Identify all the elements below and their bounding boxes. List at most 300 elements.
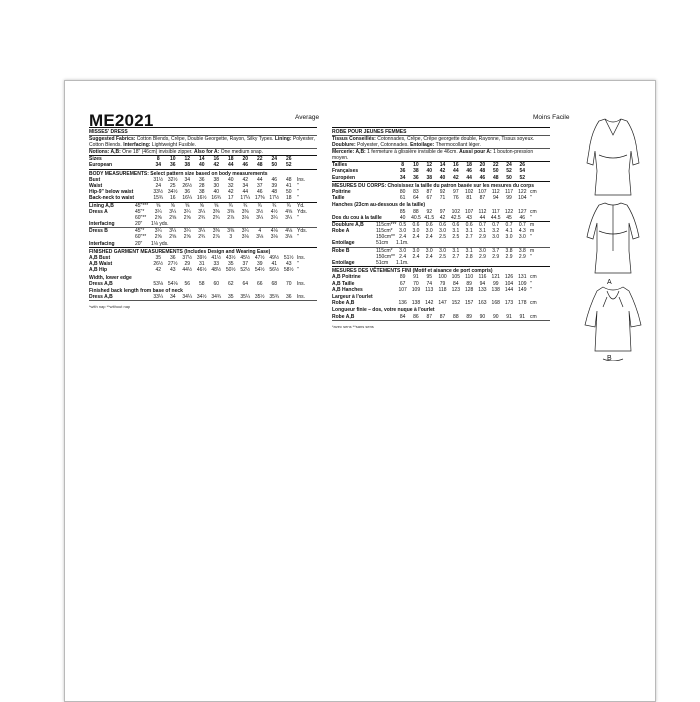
section-title: ROBE POUR JEUNES FEMMES — [332, 129, 407, 135]
row-value: 33 — [213, 261, 220, 268]
row-value: 43 — [285, 261, 292, 268]
sizes-row-value: 18 — [227, 156, 234, 163]
row-unit: " — [529, 214, 532, 221]
fabrics-text — [89, 136, 317, 148]
back-length-label: Finished back length from base of neck — [89, 288, 183, 294]
row-value: 34 — [242, 182, 249, 189]
row-value: 46 — [271, 176, 278, 183]
sizes-row-value: 12 — [426, 162, 433, 169]
row-value: 50½ — [225, 267, 236, 274]
row-value: 3.0 — [412, 247, 420, 254]
row-value: 67 — [426, 195, 433, 202]
european-sizes-row-value: 48 — [492, 174, 499, 181]
row-value: 0.6 — [425, 221, 433, 228]
row-label: Entoilage — [332, 240, 355, 247]
row-value: 68 — [271, 280, 278, 287]
row-value: 1.1m. — [396, 260, 409, 267]
row-sublabel: 51cm — [376, 240, 389, 247]
row-value: 0.7 — [492, 221, 500, 228]
notions-text-label: Also for A: — [193, 149, 220, 156]
row-value: 3¼ — [169, 208, 177, 215]
table-row — [89, 294, 317, 300]
row-value: 109 — [518, 280, 527, 287]
row-sublabel: 115cm* — [376, 228, 393, 235]
sizes-row-value: 26 — [285, 156, 292, 163]
row-value: 4.1 — [505, 228, 513, 235]
row-value: 126 — [504, 274, 514, 281]
fabrics-text-text: Cotonnades, Crêpe, Crêpe georgette double, Rayonne, Tissus soyeux. — [375, 136, 535, 143]
row-label: A,B Bust — [89, 255, 111, 262]
sizes-row-value: 18 — [466, 162, 472, 169]
row-value: 4⅛ — [270, 228, 278, 235]
row-value: 2.9 — [505, 253, 513, 260]
sizes-row-value: 22 — [492, 162, 499, 169]
row-value: 3.0 — [439, 228, 447, 235]
row-value: 127 — [518, 208, 527, 215]
row-value: 54½ — [254, 267, 265, 274]
row-value: 81 — [466, 195, 472, 202]
row-value: 56½ — [269, 267, 280, 274]
row-value: 33½ — [153, 189, 164, 196]
row-value: 44 — [256, 176, 263, 183]
row-label: Robe B — [332, 247, 350, 254]
row-unit: cm — [529, 188, 537, 195]
row-value: 61 — [399, 195, 406, 202]
row-value: 2.4 — [425, 253, 433, 260]
notions-text-text: One medium snap. — [219, 149, 263, 156]
dress-sketches-illustration — [577, 111, 647, 361]
fabrics-text-text: Thermocollant léger. — [434, 142, 481, 149]
row-sublabel — [376, 195, 396, 201]
row-value: 70 — [285, 280, 292, 287]
notions-text-label: Mercerie: A,B: — [332, 149, 366, 156]
row-value: 70 — [413, 280, 419, 287]
row-value: ¾ — [243, 202, 248, 209]
row-value: 46 — [519, 214, 526, 221]
row-value: 41½ — [211, 255, 222, 262]
row-value: 102 — [451, 208, 460, 215]
row-value: 3¼ — [285, 214, 293, 221]
row-value: 99 — [492, 280, 499, 287]
row-value: 2⅝ — [183, 214, 191, 221]
row-sublabel — [135, 195, 151, 201]
row-value: 36 — [169, 255, 176, 262]
row-value: 46½ — [196, 267, 207, 274]
row-value: 44½ — [182, 267, 193, 274]
row-value: 107 — [464, 208, 474, 215]
row-value: 149 — [518, 286, 527, 293]
row-value: 152 — [451, 300, 460, 307]
row-label: Interfacing — [89, 221, 115, 228]
row-value: 34 — [169, 294, 176, 301]
row-value: ⅝ — [214, 202, 219, 209]
row-value: 48 — [271, 189, 278, 196]
row-value: 39 — [271, 182, 278, 189]
row-value: 116 — [478, 274, 487, 281]
row-value: 42.5 — [450, 214, 461, 221]
row-label: Back-neck to waist — [89, 195, 135, 202]
row-unit: Yd. — [297, 202, 305, 209]
row-sublabel — [376, 300, 396, 306]
fabrics-text-text: Polyester, Cotonnades. — [355, 142, 411, 149]
row-value: 3⅜ — [212, 228, 220, 235]
french-sizes-row-value: 50 — [492, 168, 499, 175]
row-value: 2.7 — [452, 253, 460, 260]
row-unit: cm — [529, 208, 537, 215]
table-row — [89, 267, 317, 273]
row-value: 178 — [518, 300, 527, 307]
row-value: 2.5 — [439, 234, 447, 241]
row-unit: " — [529, 286, 532, 293]
row-value: 16¾ — [211, 195, 222, 202]
row-value: 40 — [213, 189, 220, 196]
row-value: 0.5 — [399, 221, 407, 228]
row-sublabel — [376, 314, 396, 320]
french-column — [332, 127, 550, 330]
row-value: 121 — [491, 274, 500, 281]
european-sizes-row-label: European — [89, 162, 113, 169]
row-value: 138 — [411, 300, 421, 307]
row-value: 42 — [242, 176, 249, 183]
footnote: *avec sens **sans sens — [332, 323, 374, 329]
row-value: 117 — [505, 188, 514, 195]
row-value: 144 — [504, 286, 514, 293]
french-sizes-row-value: 54 — [519, 168, 526, 175]
row-value: 36 — [198, 176, 205, 183]
fabrics-text-label: Tissus Conseillés: — [332, 136, 376, 143]
row-value: 4 — [258, 228, 262, 235]
row-value: 90 — [479, 313, 486, 320]
body-measurements-heading: BODY MEASUREMENTS: Select pattern size based on body measurements — [89, 170, 268, 177]
row-value: 3 — [229, 234, 233, 241]
back-length-label: Longueur finie – dos, votre nuque à l'ourlet — [332, 307, 435, 314]
row-value: 102 — [464, 188, 474, 195]
european-sizes-row-value: 44 — [227, 162, 234, 169]
row-value: 39½ — [196, 255, 207, 262]
hip-label: Hanches (23cm au-dessous de la taille) — [332, 202, 426, 209]
row-sublabel: 45"* — [135, 208, 145, 215]
fabrics-text-text: Lightweight Fusible. — [150, 142, 197, 149]
row-value: 3.7 — [492, 247, 500, 254]
row-value: 17¼ — [240, 195, 251, 202]
row-value: 35 — [227, 294, 234, 301]
row-value: 84 — [399, 313, 406, 320]
row-value: 3½ — [256, 208, 264, 215]
row-value: 40 — [399, 214, 406, 221]
row-value: 43 — [169, 267, 176, 274]
european-sizes-row-value: 42 — [453, 174, 459, 181]
row-value: 110 — [465, 274, 474, 281]
row-label: Dos du cou à la taille — [332, 214, 382, 221]
row-value: 3.0 — [505, 234, 513, 241]
row-value: 94 — [492, 195, 499, 202]
row-value: 2.9 — [492, 253, 500, 260]
row-value: 0.6 — [412, 221, 420, 228]
row-value: 84 — [453, 280, 459, 287]
row-value: 2⅝ — [154, 214, 162, 221]
row-value: 34½ — [196, 294, 207, 301]
row-unit: m — [529, 221, 535, 228]
row-value: 35½ — [254, 294, 265, 301]
row-value: 1⅛ yds. — [151, 240, 169, 247]
row-value: 3⅜ — [227, 228, 235, 235]
footnote: *with nap **without nap — [89, 304, 131, 310]
row-value: 163 — [478, 300, 487, 307]
row-label: Dress A — [89, 208, 108, 215]
divider — [89, 247, 317, 248]
row-label: Lining A,B — [89, 202, 114, 209]
divider — [89, 300, 317, 301]
row-label: A,B Poitrine — [332, 274, 361, 281]
table-row — [332, 287, 550, 293]
sizes-row-label: Sizes — [89, 156, 102, 163]
european-sizes-row-label: Européen — [332, 174, 356, 181]
row-value: 41 — [271, 261, 278, 268]
row-value: 3⅛ — [241, 214, 249, 221]
row-value: 0.7 — [478, 221, 486, 228]
width-label: Largeur à l'ourlet — [332, 294, 373, 300]
row-unit: cm — [529, 313, 537, 320]
table-row — [89, 281, 317, 287]
row-unit: m — [529, 228, 535, 235]
european-sizes-row-value: 44 — [466, 174, 472, 181]
row-value: 3¼ — [270, 214, 278, 221]
european-sizes-row-value: 34 — [155, 162, 162, 169]
row-value: 39 — [256, 261, 263, 268]
european-sizes-row-value: 46 — [479, 174, 486, 181]
row-value: 66 — [256, 280, 263, 287]
body-measurements-heading: MESURES DU CORPS: Choisissez la taille du patron basée sur les mesures du corps — [332, 182, 535, 189]
row-value: 2¾ — [198, 214, 206, 221]
row-value: 34¾ — [211, 294, 222, 301]
row-value: 113 — [425, 286, 434, 293]
table-row — [89, 195, 317, 201]
notions-text-label: Aussi pour A: — [459, 149, 492, 156]
view-b-label: B — [607, 355, 612, 362]
row-value: 136 — [398, 300, 407, 307]
row-value: 17⅜ — [254, 195, 265, 202]
width-label: Width, lower edge — [89, 274, 132, 281]
row-value: 2.8 — [465, 253, 473, 260]
row-label: Dress B — [89, 228, 108, 235]
row-value: 37 — [242, 261, 249, 268]
row-unit: " — [529, 195, 532, 202]
row-value: 128 — [464, 286, 474, 293]
row-value: 38 — [198, 189, 205, 196]
row-unit: " — [297, 182, 299, 189]
row-value: 34½ — [167, 189, 178, 196]
row-value: 3⅜ — [241, 208, 249, 215]
row-value: 45½ — [240, 255, 251, 262]
french-sizes-row-value: 36 — [399, 168, 406, 175]
row-value: 122 — [518, 188, 527, 195]
row-value: 122 — [504, 208, 514, 215]
row-value: 92 — [439, 188, 446, 195]
row-value: 3⅜ — [227, 208, 235, 215]
row-value: 28 — [198, 182, 205, 189]
european-sizes-row-value: 36 — [413, 174, 419, 181]
row-value: 2.9 — [478, 234, 486, 241]
row-value: 47½ — [254, 255, 265, 262]
row-value: ⅝ — [170, 202, 175, 209]
row-value: 48½ — [211, 267, 222, 274]
row-value: 4.3 — [518, 228, 526, 235]
row-value: 3.0 — [399, 228, 407, 235]
row-label: Taille — [332, 195, 345, 202]
row-sublabel: 20" — [135, 240, 143, 247]
row-value: 3.0 — [425, 247, 433, 254]
fabrics-text-label: Interfacing: — [123, 142, 151, 149]
row-value: 157 — [464, 300, 474, 307]
notions-text — [332, 149, 550, 161]
row-unit: " — [529, 280, 532, 287]
row-value: 53⅛ — [153, 280, 164, 287]
european-sizes-row-value: 40 — [198, 162, 205, 169]
row-value: 118 — [438, 286, 447, 293]
row-sublabel — [376, 287, 396, 293]
european-sizes-row-value: 38 — [184, 162, 191, 169]
row-value: 147 — [438, 300, 447, 307]
row-value: 142 — [425, 300, 434, 307]
row-unit: " — [297, 234, 299, 241]
row-value: 87 — [439, 313, 446, 320]
row-value: 34 — [184, 176, 191, 183]
row-value: 31½ — [153, 176, 164, 183]
row-value: 2.4 — [412, 253, 420, 260]
row-value: 85 — [399, 208, 406, 215]
european-sizes-row-value: 52 — [285, 162, 292, 169]
row-value: 1.1m. — [396, 240, 409, 247]
row-value: 26½ — [182, 182, 193, 189]
row-value: 3⅛ — [285, 234, 293, 241]
row-value: 3¼ — [256, 214, 264, 221]
row-value: 41 — [285, 182, 292, 189]
row-value: 30 — [213, 182, 220, 189]
notions-text-text: 1 fermeture à glissière invisible de 46cm. — [365, 149, 460, 156]
row-value: 123 — [451, 286, 460, 293]
row-value: 31 — [198, 261, 205, 268]
row-value: 3.0 — [412, 228, 420, 235]
row-value: 60 — [213, 280, 220, 287]
row-value: 117 — [491, 208, 500, 215]
divider — [332, 320, 550, 321]
row-value: 44.5 — [490, 214, 501, 221]
row-value: 36 — [285, 294, 292, 301]
row-unit: " — [297, 195, 299, 202]
row-label: A,B Hip — [89, 267, 108, 274]
technical-drawings — [577, 111, 647, 361]
difficulty-english: Average — [295, 114, 320, 121]
row-value: 87 — [426, 313, 433, 320]
row-value: 2.5 — [439, 253, 447, 260]
row-value: 3.2 — [492, 228, 500, 235]
french-sizes-row-label: Françaises — [332, 168, 359, 175]
european-sizes-row — [332, 175, 550, 181]
row-value: 56 — [184, 280, 191, 287]
row-value: 51½ — [283, 255, 294, 262]
row-label: Interfacing — [89, 240, 115, 247]
row-value: 3.0 — [439, 247, 447, 254]
row-value: 112 — [491, 188, 500, 195]
row-value: 105 — [451, 274, 460, 281]
row-value: 2⅝ — [183, 234, 191, 241]
row-value: 3.0 — [425, 228, 433, 235]
row-unit: " — [529, 234, 532, 241]
row-value: 3¼ — [183, 208, 191, 215]
difficulty-french: Moins Facile — [533, 114, 570, 121]
row-value: 24 — [155, 182, 162, 189]
row-value: 2.7 — [465, 234, 473, 241]
row-value: 104 — [518, 195, 527, 202]
row-label: Hip-9" below waist — [89, 189, 134, 196]
row-value: ¾ — [286, 202, 291, 209]
row-value: 3.1 — [478, 228, 486, 235]
european-sizes-row-value: 46 — [242, 162, 249, 169]
row-unit: Yds. — [297, 228, 308, 235]
row-sublabel: 115cm*** — [376, 221, 397, 228]
row-value: 2¾ — [212, 214, 220, 221]
row-value: 37 — [256, 182, 263, 189]
row-unit: Ins. — [297, 280, 306, 287]
row-value: 42 — [155, 267, 162, 274]
row-value: 3.1 — [452, 228, 460, 235]
european-sizes-row-value: 52 — [519, 174, 526, 181]
row-value: 133 — [478, 286, 487, 293]
row-value: 49½ — [269, 255, 280, 262]
sizes-row-value: 20 — [479, 162, 486, 169]
row-sublabel: 20" — [135, 221, 143, 228]
row-value: 29 — [184, 261, 191, 268]
table-row — [332, 300, 550, 306]
row-value: 4⅛ — [285, 228, 293, 235]
row-sublabel: 60"** — [135, 214, 147, 221]
row-value: 62 — [227, 280, 234, 287]
row-value: 3.0 — [492, 234, 500, 241]
row-value: 16¼ — [182, 195, 193, 202]
row-value: 48 — [285, 176, 292, 183]
row-value: 89 — [466, 280, 472, 287]
european-sizes-row-value: 50 — [506, 174, 512, 181]
row-value: 3¼ — [241, 228, 249, 235]
fabrics-text-text: Polyester, Cotton Blends. — [89, 136, 315, 149]
row-unit: cm — [529, 274, 537, 281]
row-value: 2⅝ — [169, 234, 177, 241]
table-row — [332, 215, 550, 221]
row-sublabel: 115cm* — [376, 247, 393, 254]
row-value: 27½ — [167, 261, 178, 268]
row-value: 89 — [466, 313, 472, 320]
row-value: 17½ — [269, 195, 280, 202]
row-value: 104 — [504, 280, 514, 287]
row-value: 3⅛ — [270, 234, 278, 241]
row-value: 25 — [169, 182, 176, 189]
row-value: 3.0 — [518, 234, 526, 241]
row-value: 16 — [169, 195, 176, 202]
row-value: 3⅛ — [256, 234, 264, 241]
row-value: 64 — [242, 280, 249, 287]
row-value: 43 — [466, 214, 472, 221]
row-value: 0.6 — [439, 221, 447, 228]
french-sizes-row-value: 42 — [439, 168, 446, 175]
row-value: 87 — [426, 188, 433, 195]
row-value: 100 — [438, 274, 447, 281]
row-value: 44 — [479, 214, 486, 221]
row-label: Robe A,B — [332, 300, 355, 307]
row-value: 3.1 — [465, 247, 473, 254]
row-value: 4⅝ — [285, 208, 293, 215]
european-sizes-row-value: 38 — [426, 174, 433, 181]
row-sublabel — [135, 281, 151, 287]
